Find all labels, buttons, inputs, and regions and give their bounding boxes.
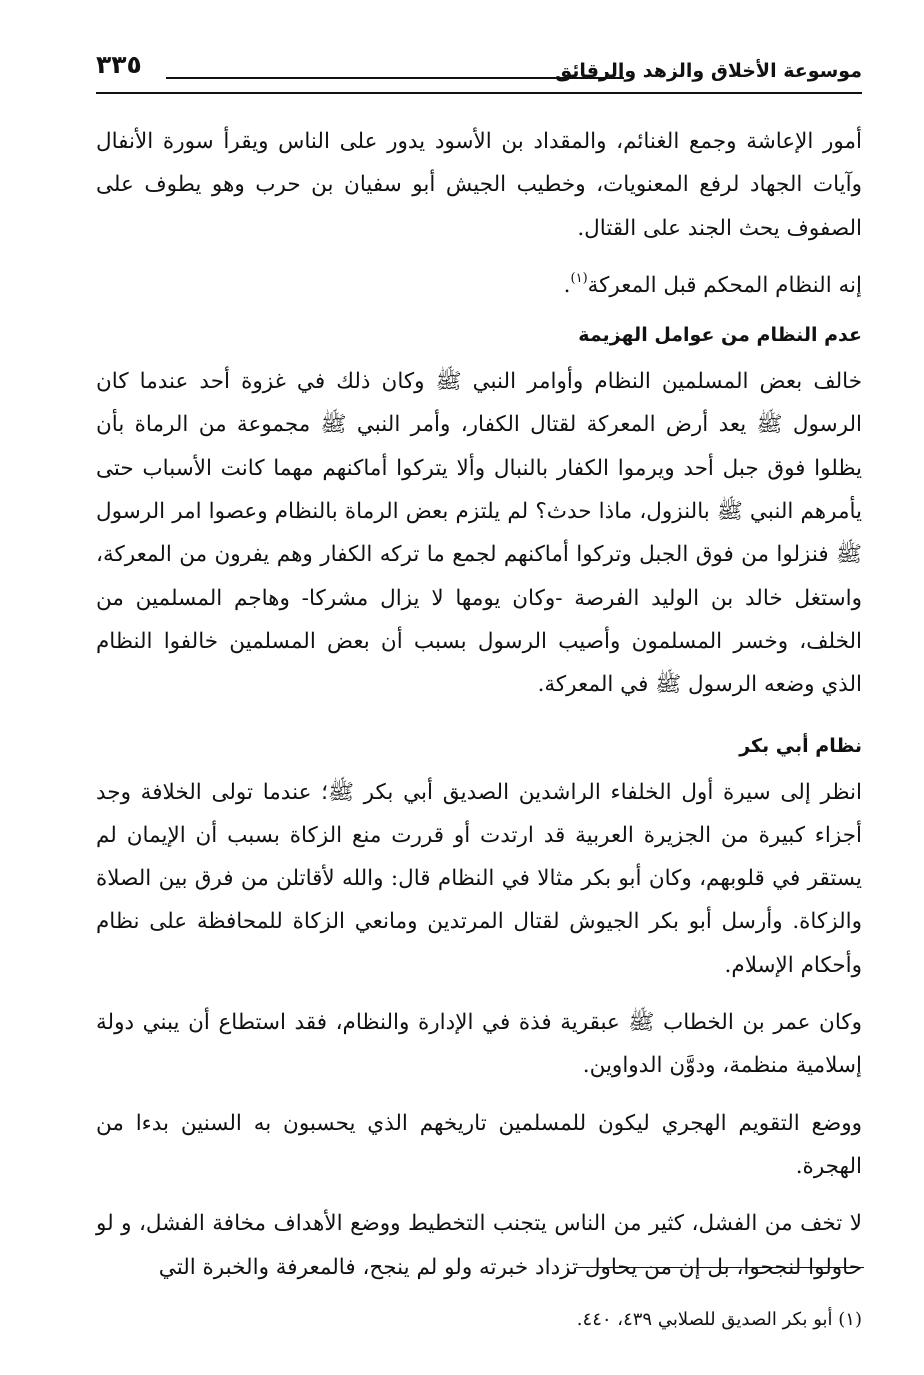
paragraph-4: انظر إلى سيرة أول الخلفاء الراشدين الصديق أبي بكر ﷺ؛ عندما تولى الخلافة وجد أجزاء كبيرة من الجزيرة العربية قد ارتدت أو قررت منع الزكاة بسبب أن الإيمان لم يستقر في قلوبهم، وكان أبو بكر مثالا في النظام قال: والله لأقاتلن من فرق بين الصلاة والزكاة. وأرسل أبو بكر الجيوش لقتال المرتدين ومانعي الزكاة للمحافظة على نظام وأحكام الإسلام.: [96, 779, 862, 978]
paragraph-6: ووضع التقويم الهجري ليكون للمسلمين تاريخهم الذي يحسبون به السنين بدءا من الهجرة.: [96, 1110, 862, 1179]
section-heading-defeat: عدم النظام من عوامل الهزيمة: [578, 324, 862, 347]
paragraph-2-end: .: [563, 272, 571, 298]
paragraph-1: أمور الإعاشة وجمع الغنائم، والمقداد بن الأسود يدور على الناس ويقرأ سورة الأنفال وآيات الجهاد لرفع المعنويات، وخطيب الجيش أبو سفيان بن حرب وهو يطوف على الصفوف يحث الجند على القتال.: [96, 129, 862, 241]
section-heading-abu-bakr: نظام أبي بكر: [739, 734, 862, 757]
footnote: (١) أبو بكر الصديق للصلابي ٤٣٩، ٤٤٠.: [576, 1309, 862, 1330]
paragraph-5: وكان عمر بن الخطاب ﷺ عبقرية فذة في الإدارة والنظام، فقد استطاع أن يبني دولة إسلامية منظمة، ودوَّن الدواوين.: [96, 1010, 862, 1079]
book-title: موسوعة الأخلاق والزهد والرقائق: [555, 60, 862, 82]
paragraph-3: خالف بعض المسلمين النظام وأوامر النبي ﷺ وكان ذلك في غزوة أحد عندما كان الرسول ﷺ يعد أرض المعركة لقتال الكفار، وأمر النبي ﷺ مجموعة من الرماة بأن يظلوا فوق جبل أحد ويرموا الكفار بالنبال وألا يتركوا أماكنهم مهما كانت الأسباب حتى يأمرهم النبي ﷺ بالنزول، ماذا حدث؟ لم يلتزم بعض الرماة بالنظام وعصوا امر الرسول ﷺ فنزلوا من فوق الجبل وتركوا أماكنهم لجمع ما تركه الكفار وهم يفرون من المعركة، واستغل خالد بن الوليد الفرصة -وكان يومها لا يزال مشركا- وهاجم المسلمين من الخلف، وخسر المسلمون وأصيب الرسول بسبب أن بعض المسلمين خالفوا النظام الذي وضعه الرسول ﷺ في المعركة.: [96, 369, 862, 698]
paragraph-2-text: إنه النظام المحكم قبل المعركة: [587, 272, 862, 298]
header-rule: [166, 77, 624, 79]
page-body: [96, 120, 862, 1289]
paragraph-7: لا تخف من الفشل، كثير من الناس يتجنب التخطيط ووضع الأهداف مخافة الفشل، و لو حاولوا لنجحوا، بل إن من يحاول تزداد خبرته ولو لم ينجح، فالمعرفة والخبرة التي: [96, 1211, 862, 1280]
running-header: [96, 50, 862, 96]
footnote-marker: (١): [570, 270, 588, 286]
paragraph-2: [96, 264, 862, 310]
footnote-divider: [576, 1267, 864, 1268]
header-divider: [96, 92, 862, 94]
page-number: ٣٣٥: [96, 50, 142, 79]
